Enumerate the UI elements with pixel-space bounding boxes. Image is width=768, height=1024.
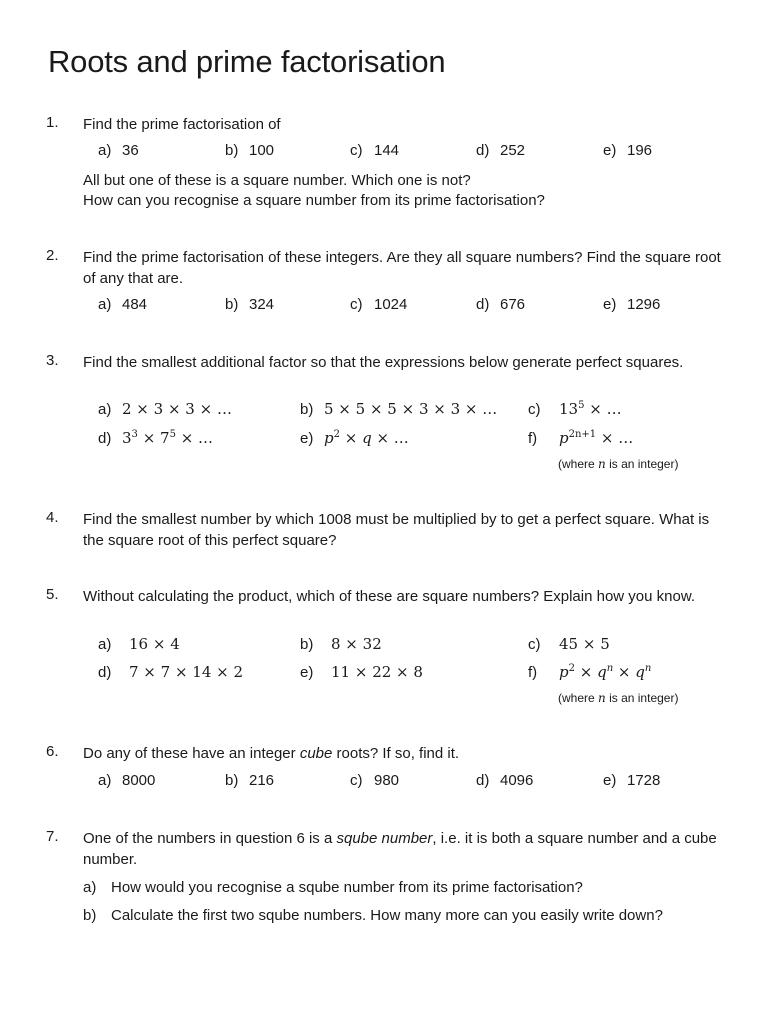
list-item: a) 484 bbox=[98, 296, 148, 313]
question-number: 6. bbox=[46, 743, 59, 760]
answer-row bbox=[0, 400, 768, 424]
question-followup: How can you recognise a square number from its prime factorisation? bbox=[83, 192, 545, 209]
list-item: b) 324 bbox=[225, 296, 275, 313]
list-item: b) 5 × 5 × 5 × 3 × 3 × … bbox=[300, 400, 498, 418]
answer-row bbox=[0, 635, 768, 659]
list-item: f) $p^{2n+1}$ × … bbox=[528, 429, 634, 447]
question-text: Find the smallest additional factor so that the expressions below generate perfect squares. bbox=[83, 354, 684, 371]
question-text: One of the numbers in question 6 is a sqube number, i.e. it is both a square number and a cube number. bbox=[83, 830, 717, 868]
list-item: d) 7 × 7 × 14 × 2 bbox=[98, 663, 244, 681]
answer-row bbox=[0, 296, 768, 320]
list-item: d) 676 bbox=[476, 296, 526, 313]
question-number: 7. bbox=[46, 828, 59, 845]
list-item: f) $p^2 \times q^n \times q^n$ bbox=[528, 663, 652, 681]
list-item: c) $13^5$ × … bbox=[528, 400, 622, 418]
list-item: b) 100 bbox=[225, 142, 275, 159]
question-number: 3. bbox=[46, 352, 59, 369]
answer-row bbox=[0, 772, 768, 796]
answer-row bbox=[0, 663, 768, 687]
question-number: 4. bbox=[46, 509, 59, 526]
list-item: e) 1296 bbox=[603, 296, 661, 313]
list-item: b) 8 × 32 bbox=[300, 635, 382, 653]
question-text: Find the prime factorisation of these integers. Are they all square numbers? Find the square root of any that are. bbox=[83, 249, 721, 287]
list-item: d) 4096 bbox=[476, 772, 534, 789]
question-text: Find the prime factorisation of bbox=[83, 116, 281, 133]
question-text: Do any of these have an integer cube roots? If so, find it. bbox=[83, 745, 460, 762]
list-item: e) 1728 bbox=[603, 772, 661, 789]
list-item: a) 16 × 4 bbox=[98, 635, 180, 653]
question-text: Find the smallest number by which 1008 must be multiplied by to get a perfect square. What is the square root of this perfect square? bbox=[83, 511, 710, 549]
answer-row bbox=[0, 142, 768, 166]
question-text: Without calculating the product, which of these are square numbers? Explain how you know. bbox=[83, 588, 696, 605]
list-item: b) 216 bbox=[225, 772, 275, 789]
answer-row bbox=[0, 429, 768, 453]
question-number: 1. bbox=[46, 114, 59, 131]
list-item: e) $p^2 \times q$ × … bbox=[300, 429, 409, 447]
list-item: a) 2 × 3 × 3 × … bbox=[98, 400, 232, 418]
list-item: a) 8000 bbox=[98, 772, 156, 789]
list-item: c) 144 bbox=[350, 142, 400, 159]
question-number: 2. bbox=[46, 247, 59, 264]
list-item: c) 45 × 5 bbox=[528, 635, 610, 653]
list-item: d) $3^3 \times 7^5$ × … bbox=[98, 429, 214, 447]
list-item: c) 1024 bbox=[350, 296, 408, 313]
list-item: e) 196 bbox=[603, 142, 653, 159]
note: (where n is an integer) bbox=[558, 691, 679, 705]
note: (where n is an integer) bbox=[558, 457, 679, 471]
list-item: e) 11 × 22 × 8 bbox=[300, 663, 423, 681]
list-item: c) 980 bbox=[350, 772, 400, 789]
list-item: d) 252 bbox=[476, 142, 526, 159]
question-number: 5. bbox=[46, 586, 59, 603]
list-item: a) 36 bbox=[98, 142, 139, 159]
page-title: Roots and prime factorisation bbox=[48, 44, 446, 79]
question-followup: All but one of these is a square number. Which one is not? bbox=[83, 172, 471, 189]
